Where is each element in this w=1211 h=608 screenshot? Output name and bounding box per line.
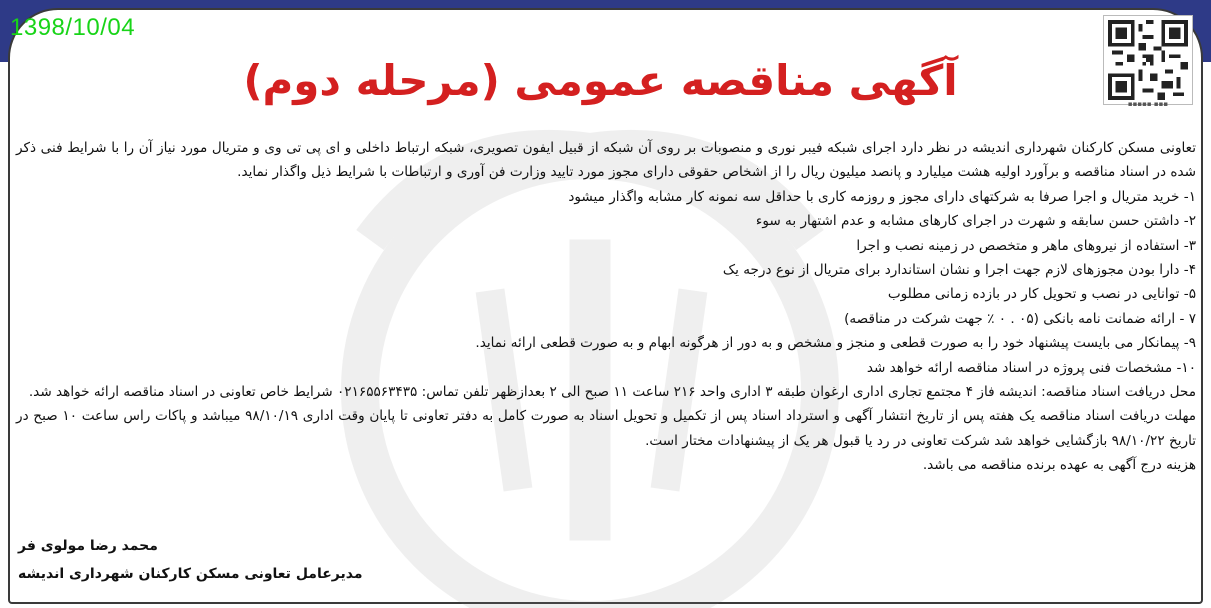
qr-caption: ▪▪▪▪▪ ▪▪▪ <box>1127 100 1169 108</box>
condition-item-1: ۱- خرید متریال و اجرا صرفا به شرکتهای دارای مجوز و روزمه کاری با حداقل سه نمونه کار مشابه واگذار میشود <box>568 188 1196 205</box>
signature-block <box>18 532 363 588</box>
cost-note: هزینه درج آگهی به عهده برنده مناقصه می باشد. <box>922 457 1196 474</box>
qr-code-icon <box>1108 20 1188 100</box>
location-paragraph: محل دریافت اسناد مناقصه: اندیشه فاز ۴ مجتمع تجاری اداری ارغوان طبقه ۳ اداری واحد ۲۱۶ ساعت ۱۱ صبح الی ۲ بعدازظهر تلفن تماس: ۰۲۱۶۵۵۶۳۴۳۵ شرایط خاص تعاونی در اسناد مناقصه ارائه خواهد شد. <box>28 384 1196 401</box>
condition-item-5: ۵- توانایی در نصب و تحویل کار در بازده زمانی مطلوب <box>887 286 1196 303</box>
signatory-position: مدیرعامل تعاونی مسکن کارکنان شهرداری اندیشه <box>18 566 363 582</box>
deadline-paragraph: مهلت دریافت اسناد مناقصه یک هفته پس از تاریخ انتشار آگهی و استرداد اسناد پس از تکمیل و تحویل اسناد به صورت کامل به دفتر تعاونی تا پایان وقت اداری ۹۸/۱۰/۱۹ میباشد و پاکات راس ساعت ۱۰ صبح در تاریخ ۹۸/۱۰/۲۲ بازگشایی خواهد شد شرکت تعاونی در رد یا قبول هر یک از پیشنهادات مختار است. <box>16 408 1197 449</box>
condition-item-9: ۹- پیمانکار می بایست پیشنهاد خود را به صورت قطعی و منجز و مشخص و به دور از هرگونه ابهام و به صورت قطعی ارائه نماید. <box>475 335 1196 352</box>
condition-item-4: ۴- دارا بودن مجوزهای لازم جهت اجرا و نشان استاندارد برای متریال از نوع درجه یک <box>722 262 1196 279</box>
notice-title: آگهی مناقصه عمومی (مرحله دوم) <box>243 56 958 105</box>
condition-item-2: ۲- داشتن حسن سابقه و شهرت در اجرای کارهای مشابه و عدم اشتهار به سوء <box>755 213 1196 230</box>
condition-item-10: ۱۰- مشخصات فنی پروژه در اسناد مناقصه ارائه خواهد شد <box>866 359 1196 376</box>
intro-paragraph: تعاونی مسکن کارکنان شهرداری اندیشه در نظر دارد اجرای شبکه فیبر نوری و منصوبات بر روی آن شبکه از قبیل ایفون تصویری، شبکه ارتباط داخلی و ای پی تی وی و متریال مورد نیاز آن را با شرایط فنی ذکر شده در اسناد مناقصه و برآورد اولیه هشت میلیارد و پانصد میلیون ریال را از اشخاص حقوقی دارای مجوز مورد تایید وزارت فن آوری و ارتباطات با شرایط ذیل واگذار نماید. <box>16 140 1196 181</box>
notice-body <box>16 136 1196 478</box>
condition-item-7: ۷ - ارائه ضمانت نامه بانکی (۰۵ . ۰ ٪ جهت شرکت در مناقصه) <box>844 310 1196 327</box>
publication-date: 1398/10/04 <box>10 14 136 41</box>
qr-code <box>1103 15 1193 108</box>
signatory-name: محمد رضا مولوی فر <box>18 538 158 554</box>
condition-item-3: ۳- استفاده از نیروهای ماهر و متخصص در زمینه نصب و اجرا <box>856 237 1196 254</box>
